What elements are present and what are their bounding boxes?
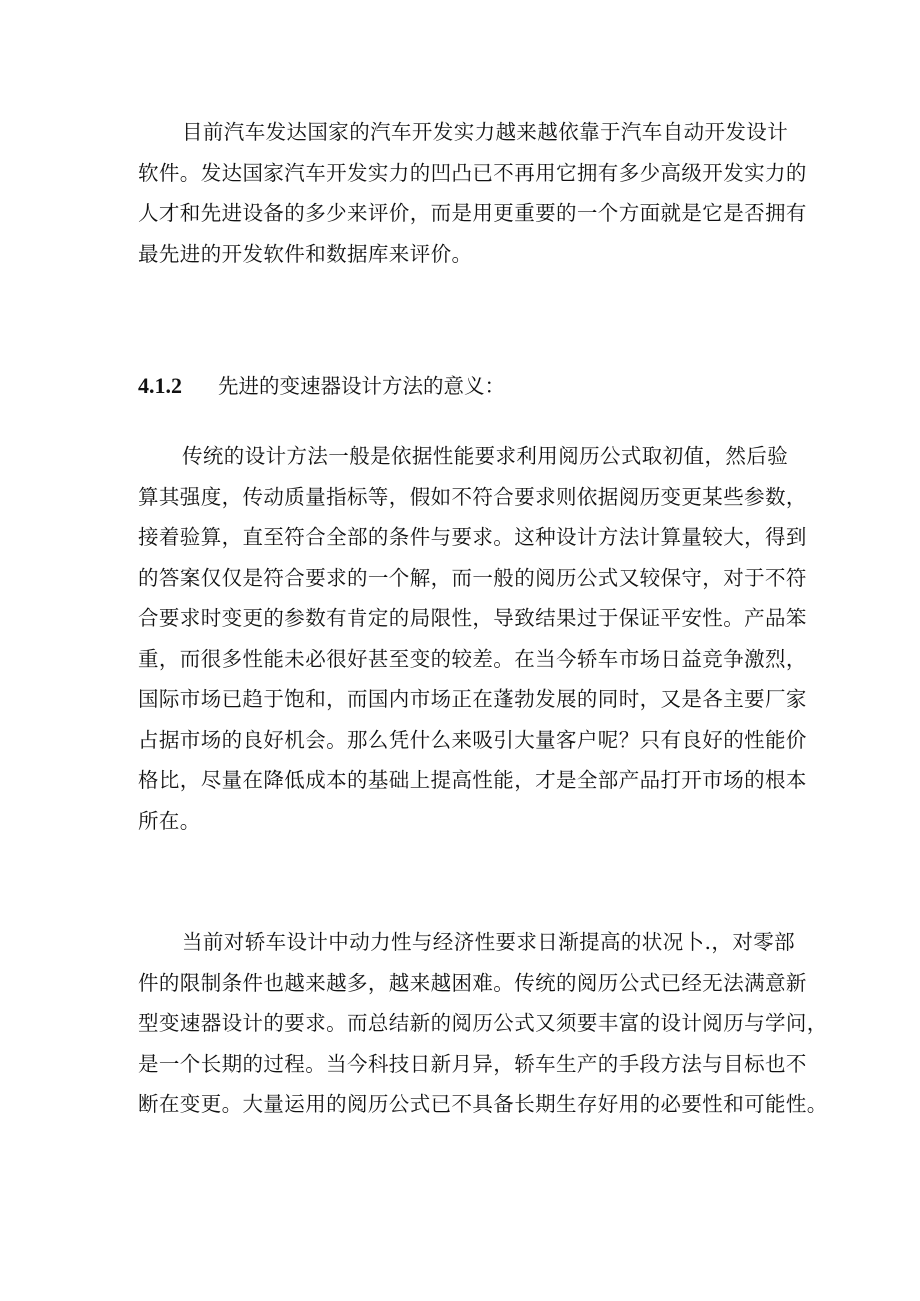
paragraph-line: 软件。发达国家汽车开发实力的凹凸已不再用它拥有多少高级开发实力的 (138, 160, 807, 185)
paragraph-line: 目前汽车发达国家的汽车开发实力越来越依靠于汽车自动开发设计 (182, 120, 789, 144)
paragraph-line: 的答案仅仅是符合要求的一个解，而一般的阅历公式又较保守，对于不符 (138, 565, 807, 590)
paragraph-current-design (138, 922, 828, 1125)
paragraph-line: 国际市场已趋于饱和，而国内市场正在蓬勃发展的同时，又是各主要厂家 (138, 687, 807, 711)
paragraph-line: 断在变更。大量运用的阅历公式已不具备长期生存好用的必要性和可能性。 (138, 1092, 828, 1116)
paragraph-line: 是一个长期的过程。当今科技日新月异，轿车生产的手段方法与目标也不 (138, 1051, 807, 1076)
paragraph-line: 当前对轿车设计中动力性与经济性要求日渐提高的状况卜.，对零部 (182, 930, 796, 954)
paragraph-line: 人才和先进设备的多少来评价，而是用更重要的一个方面就是它是否拥有 (138, 201, 807, 225)
paragraph-line: 占据市场的良好机会。那么凭什么来吸引大量客户呢？只有良好的性能价 (138, 727, 807, 752)
paragraph-line: 所在。 (138, 808, 201, 833)
paragraph-line: 接着验算，直至符合全部的条件与要求。这种设计方法计算量较大，得到 (138, 525, 807, 549)
paragraph-line: 传统的设计方法一般是依据性能要求利用阅历公式取初值，然后验 (182, 444, 789, 468)
section-number: 4.1.2 (138, 373, 182, 398)
paragraph-traditional-method (138, 436, 807, 841)
paragraph-line: 件的限制条件也越来越多，越来越困难。传统的阅历公式已经无法满意新 (138, 970, 807, 995)
paragraph-line: 算其强度，传动质量指标等，假如不符合要求则依据阅历变更某些参数， (138, 484, 807, 509)
paragraph-line: 最先进的开发软件和数据库来评价。 (138, 241, 473, 266)
paragraph-line: 合要求时变更的参数有肯定的局限性，导致结果过于保证平安性。产品笨 (138, 606, 807, 630)
paragraph-intro (138, 112, 807, 274)
paragraph-line: 格比，尽量在降低成本的基础上提高性能，才是全部产品打开市场的根本 (138, 768, 807, 792)
section-title: 先进的变速器设计方法的意义： (218, 374, 505, 398)
section-heading (138, 364, 505, 408)
paragraph-line: 型变速器设计的要求。而总结新的阅历公式又须要丰富的设计阅历与学问， (138, 1011, 828, 1035)
paragraph-line: 重，而很多性能未必很好甚至变的较差。在当今轿车市场日益竞争激烈， (138, 646, 807, 671)
